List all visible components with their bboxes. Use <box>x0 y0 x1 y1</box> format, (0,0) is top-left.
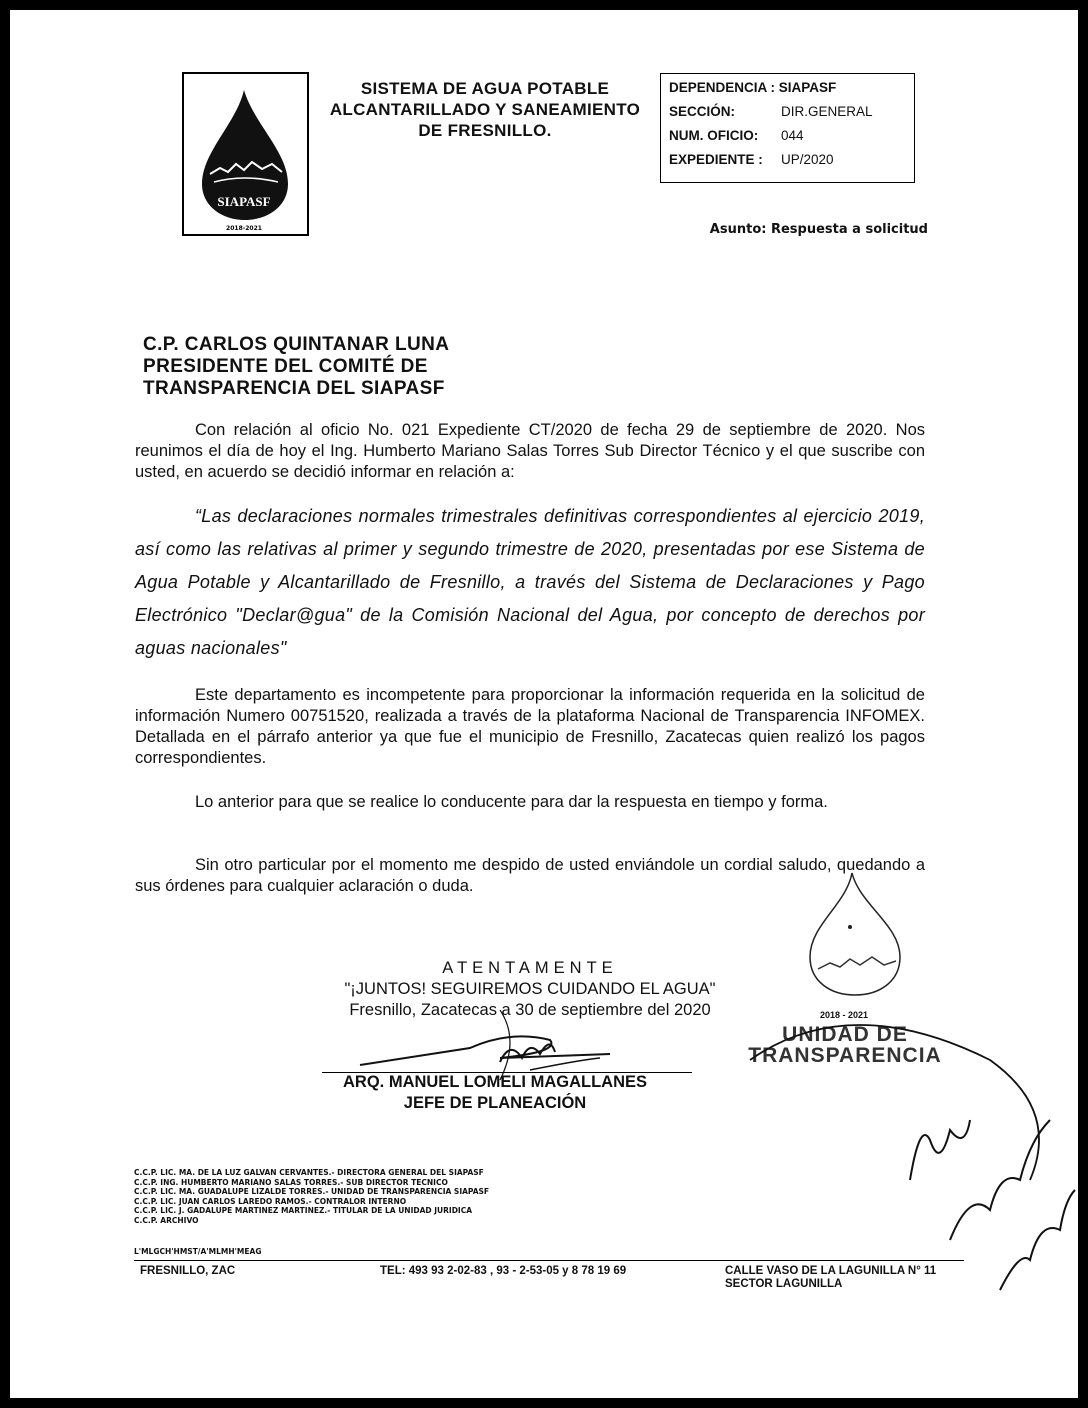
cc-item: C.C.P. ING. HUMBERTO MARIANO SALAS TORRES.- SUB DIRECTOR TECNICO <box>134 1177 448 1187</box>
logo-years: 2018-2021 <box>226 225 262 232</box>
stamp-years: 2018 - 2021 <box>820 1010 869 1020</box>
stamp-drop-icon <box>800 865 910 1005</box>
handwritten-received-note <box>730 1000 1080 1300</box>
atentamente: ATENTAMENTE <box>442 959 618 977</box>
cc-item: C.C.P. ARCHIVO <box>134 1215 199 1225</box>
reference-box <box>660 73 915 183</box>
footer-address: CALLE VASO DE LA LAGUNILLA N° 11 SECTOR LAGUNILLA <box>725 1265 937 1290</box>
initials: L'MLGCH'HMST/A'MLMH'MEAG <box>134 1247 262 1256</box>
expediente-row: EXPEDIENTE : UP/2020 <box>669 152 834 167</box>
quoted-request: “Las declaraciones normales trimestrales definitivas correspondientes al ejercicio 2019, así como las relativas al primer y segundo trimestre de 2020, presentadas por ese Sistema de Agua Potable y Alcantarillado de Fresnillo, a través del Sistema de Declaraciones y Pago Electrónico "Declar@gua" de la Comisión Nacional del Agua, por concepto de derechos por aguas nacionales" <box>135 506 925 658</box>
oficio-row: NUM. OFICIO: 044 <box>669 128 804 143</box>
recipient-title: PRESIDENTE DEL COMITÉ DE <box>143 356 428 377</box>
recipient-name: C.P. CARLOS QUINTANAR LUNA <box>143 334 450 355</box>
water-drop-logo-icon <box>184 74 307 234</box>
paragraph-4: Sin otro particular por el momento me despido de usted enviándole un cordial saludo, quedando a sus órdenes para cualquier aclaración o duda. <box>135 856 925 895</box>
seccion-row: SECCIÓN: DIR.GENERAL <box>669 104 873 119</box>
subject-line: Asunto: Respuesta a solicitud <box>709 222 928 237</box>
paragraph-1: Con relación al oficio No. 021 Expediente CT/2020 de fecha 29 de septiembre de 2020. Nos reunimos el día de hoy el Ing. Humberto Mariano Salas Torres Sub Director Técnico y el que suscribe con usted, en acuerdo se decidió informar en relación a: <box>135 421 925 481</box>
org-line-2: ALCANTARILLADO Y SANEAMIENTO <box>329 100 641 119</box>
recipient-org: TRANSPARENCIA DEL SIAPASF <box>143 378 445 399</box>
paragraph-2: Este departamento es incompetente para proporcionar la información requerida en la solicitud de información Numero 00751520, realizada a través de la plataforma Nacional de Transparencia INFOMEX. Detallada en el párrafo anterior ya que fue el municipio de Fresnillo, Zacatecas quien realizó los pagos correspondientes. <box>135 686 925 767</box>
dependencia: DEPENDENCIA : SIAPASF <box>669 80 837 95</box>
org-line-1: SISTEMA DE AGUA POTABLE <box>360 79 610 98</box>
motto: "¡JUNTOS! SEGUIREMOS CUIDANDO EL AGUA" <box>344 980 716 998</box>
org-line-3: DE FRESNILLO. <box>418 121 552 140</box>
footer-city: FRESNILLO, ZAC <box>140 1265 236 1277</box>
logo-text: SIAPASF <box>217 194 271 209</box>
cc-item: C.C.P. LIC. J. GADALUPE MARTINEZ MARTINEZ.- TITULAR DE LA UNIDAD JURIDICA <box>134 1206 473 1215</box>
paragraph-3: Lo anterior para que se realice lo conducente para dar la respuesta en tiempo y forma. <box>195 793 828 811</box>
signer-name: ARQ. MANUEL LOMELI MAGALLANES <box>342 1073 648 1091</box>
cc-item: C.C.P. LIC. MA. DE LA LUZ GALVAN CERVANTES.- DIRECTORA GENERAL DEL SIAPASF <box>134 1168 484 1177</box>
signer-block <box>310 1072 680 1114</box>
cc-item: C.C.P. LIC. JUAN CARLOS LAREDO RAMOS.- CONTRALOR INTERNO <box>134 1196 407 1206</box>
cc-item: C.C.P. LIC. MA. GUADALUPE LIZALDE TORRES.- UNIDAD DE TRANSPARENCIA SIAPASF <box>134 1187 490 1196</box>
recipient-block <box>143 334 449 400</box>
organization-name <box>310 78 660 141</box>
place-date: Fresnillo, Zacatecas a 30 de septiembre del 2020 <box>349 1001 711 1019</box>
stamp-text: UNIDAD DE TRANSPARENCIA <box>748 1023 942 1067</box>
document-page <box>8 8 1080 1400</box>
signer-title: JEFE DE PLANEACIÓN <box>403 1094 587 1112</box>
cc-list <box>134 1168 489 1225</box>
footer-tel: TEL: 493 93 2-02-83 , 93 - 2-53-05 y 8 78 19 69 <box>380 1265 627 1277</box>
footer-divider <box>134 1260 964 1261</box>
siapasf-logo <box>182 72 309 236</box>
